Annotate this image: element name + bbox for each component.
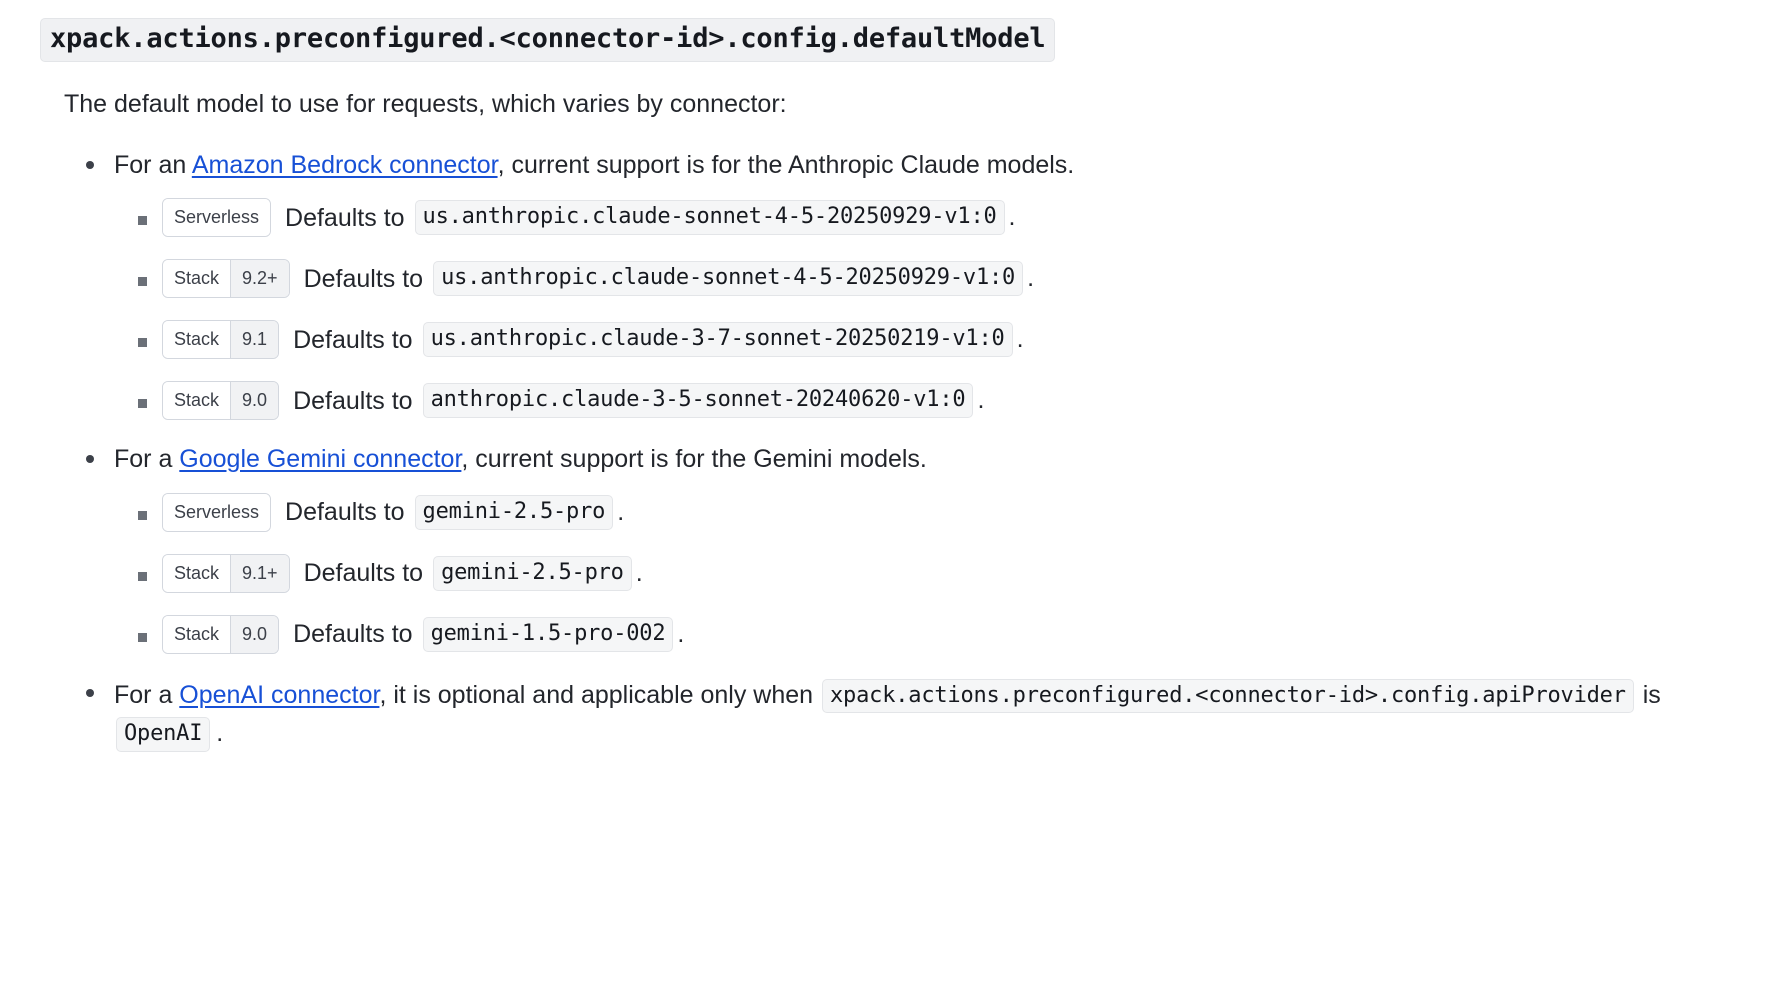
badge-version: 9.1+ xyxy=(230,555,289,592)
square-bullet-icon xyxy=(138,572,147,581)
bullet-icon xyxy=(86,455,94,463)
config-key-code: xpack.actions.preconfigured.<connector-id>.config.defaultModel xyxy=(40,18,1055,62)
badge-name: Stack xyxy=(163,260,230,297)
list-item xyxy=(34,676,1742,754)
lead-suffix: , current support is for the Gemini models. xyxy=(461,445,927,474)
period: . xyxy=(677,619,685,648)
square-bullet-icon xyxy=(138,277,147,286)
badge-name: Stack xyxy=(163,382,230,419)
status-badge xyxy=(162,259,290,298)
default-model-value: anthropic.claude-3-5-sonnet-20240620-v1:0 xyxy=(423,383,974,418)
status-badge xyxy=(162,554,290,593)
square-bullet-icon xyxy=(138,216,147,225)
square-bullet-icon xyxy=(138,511,147,520)
connector-description xyxy=(114,442,1742,477)
list-item xyxy=(34,442,1742,654)
list-item xyxy=(34,148,1742,421)
openai-connector-description xyxy=(114,676,1742,754)
period: . xyxy=(977,386,985,415)
lead-prefix: For a xyxy=(114,445,180,474)
api-provider-setting-code: xpack.actions.preconfigured.<connector-id>.config.apiProvider xyxy=(822,679,1634,714)
status-badge xyxy=(162,320,279,359)
config-key-heading xyxy=(40,18,1742,62)
defaults-label: Defaults to xyxy=(293,325,413,354)
defaults-label: Defaults to xyxy=(285,203,405,232)
badge-version: 9.0 xyxy=(230,382,278,419)
default-model-value: gemini-2.5-pro xyxy=(433,556,632,591)
badge-version: 9.1 xyxy=(230,321,278,358)
defaults-label: Defaults to xyxy=(293,620,413,649)
badge-name: Stack xyxy=(163,616,230,653)
defaults-list xyxy=(114,493,1742,654)
square-bullet-icon xyxy=(138,633,147,642)
status-badge xyxy=(162,198,271,237)
default-model-value: gemini-1.5-pro-002 xyxy=(423,617,674,652)
badge-name: Serverless xyxy=(163,494,270,531)
list-item xyxy=(114,198,1742,237)
badge-name: Serverless xyxy=(163,199,270,236)
amazon-bedrock-connector-link[interactable]: Amazon Bedrock connector xyxy=(191,150,498,179)
list-item xyxy=(114,615,1742,654)
square-bullet-icon xyxy=(138,399,147,408)
list-item xyxy=(114,320,1742,359)
google-gemini-connector-link[interactable]: Google Gemini connector xyxy=(179,445,462,474)
lead-prefix: For an xyxy=(114,150,192,179)
lead-suffix: , current support is for the Anthropic Claude models. xyxy=(497,150,1075,179)
period: . xyxy=(1027,264,1035,293)
list-item xyxy=(114,259,1742,298)
square-bullet-icon xyxy=(138,338,147,347)
defaults-label: Defaults to xyxy=(303,264,424,293)
connector-list xyxy=(34,148,1742,754)
lead-prefix: For a xyxy=(114,680,180,709)
badge-version: 9.0 xyxy=(230,616,278,653)
lead-middle: , it is optional and applicable only when xyxy=(379,680,821,709)
badge-name: Stack xyxy=(163,555,230,592)
defaults-label: Defaults to xyxy=(293,386,413,415)
status-badge xyxy=(162,493,271,532)
openai-connector-link[interactable]: OpenAI connector xyxy=(179,680,380,709)
list-item xyxy=(114,554,1742,593)
api-provider-value-code: OpenAI xyxy=(116,717,210,752)
default-model-value: gemini-2.5-pro xyxy=(415,495,614,530)
period: . xyxy=(635,558,643,587)
is-word: is xyxy=(1635,680,1661,709)
bullet-icon xyxy=(86,689,94,697)
badge-name: Stack xyxy=(163,321,230,358)
defaults-label: Defaults to xyxy=(285,498,405,527)
badge-version: 9.2+ xyxy=(230,260,289,297)
period: . xyxy=(1016,325,1024,354)
intro-paragraph: The default model to use for requests, which varies by connector: xyxy=(64,89,787,118)
defaults-list xyxy=(114,198,1742,420)
defaults-label: Defaults to xyxy=(303,559,424,588)
status-badge xyxy=(162,615,279,654)
status-badge xyxy=(162,381,279,420)
default-model-value: us.anthropic.claude-3-7-sonnet-20250219-v1:0 xyxy=(423,322,1013,357)
period: . xyxy=(216,719,224,748)
default-model-value: us.anthropic.claude-sonnet-4-5-20250929-v1:0 xyxy=(415,200,1005,235)
bullet-icon xyxy=(86,161,94,169)
default-model-value: us.anthropic.claude-sonnet-4-5-20250929-v1:0 xyxy=(433,261,1023,296)
list-item xyxy=(114,493,1742,532)
list-item xyxy=(114,381,1742,420)
connector-description xyxy=(114,148,1742,183)
period: . xyxy=(1008,203,1016,232)
period: . xyxy=(617,497,625,526)
